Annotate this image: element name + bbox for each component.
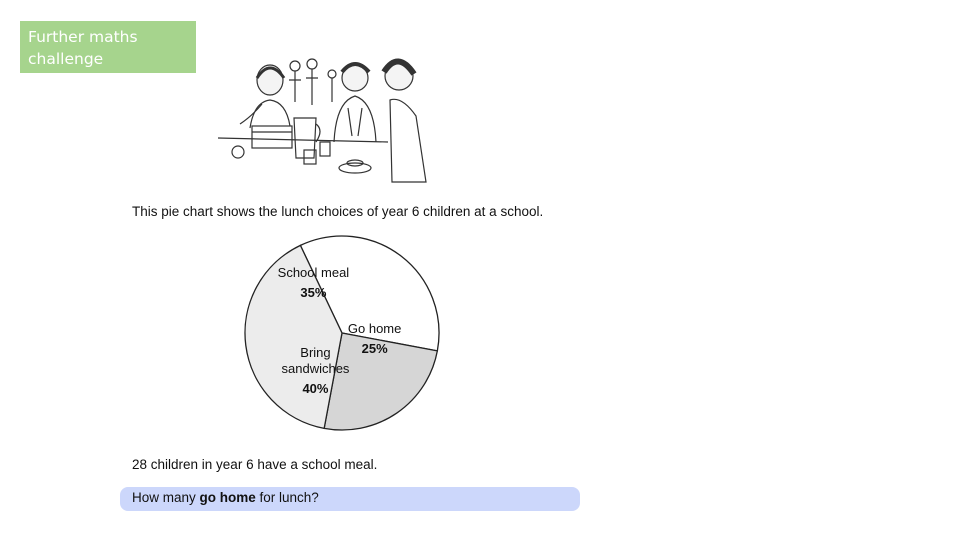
fact-text: 28 children in year 6 have a school meal. (132, 457, 378, 472)
children-lunch-illustration (212, 50, 444, 190)
pie-slice-label-1-0: Go home (347, 321, 402, 336)
badge-line-2: challenge (28, 50, 104, 68)
pie-slice-percent-0: 35% (300, 285, 327, 300)
pie-slice-label-2-1: sandwiches (281, 361, 350, 376)
challenge-badge (20, 21, 196, 73)
question-box (120, 487, 580, 511)
pie-slice-label-0-0: School meal (277, 265, 350, 280)
lunch-pie-chart (240, 233, 444, 433)
intro-text: This pie chart shows the lunch choices of year 6 children at a school. (132, 204, 544, 219)
question-text-before: How many (132, 490, 200, 505)
pie-slice-percent-1: 25% (361, 341, 388, 356)
badge-line-1: Further maths (28, 28, 138, 46)
question-bold-text: go home (199, 490, 256, 505)
pie-slice-label-2-0: Bring (300, 345, 331, 360)
pie-slice-percent-2: 40% (302, 381, 329, 396)
question-text-after: for lunch? (255, 490, 319, 505)
